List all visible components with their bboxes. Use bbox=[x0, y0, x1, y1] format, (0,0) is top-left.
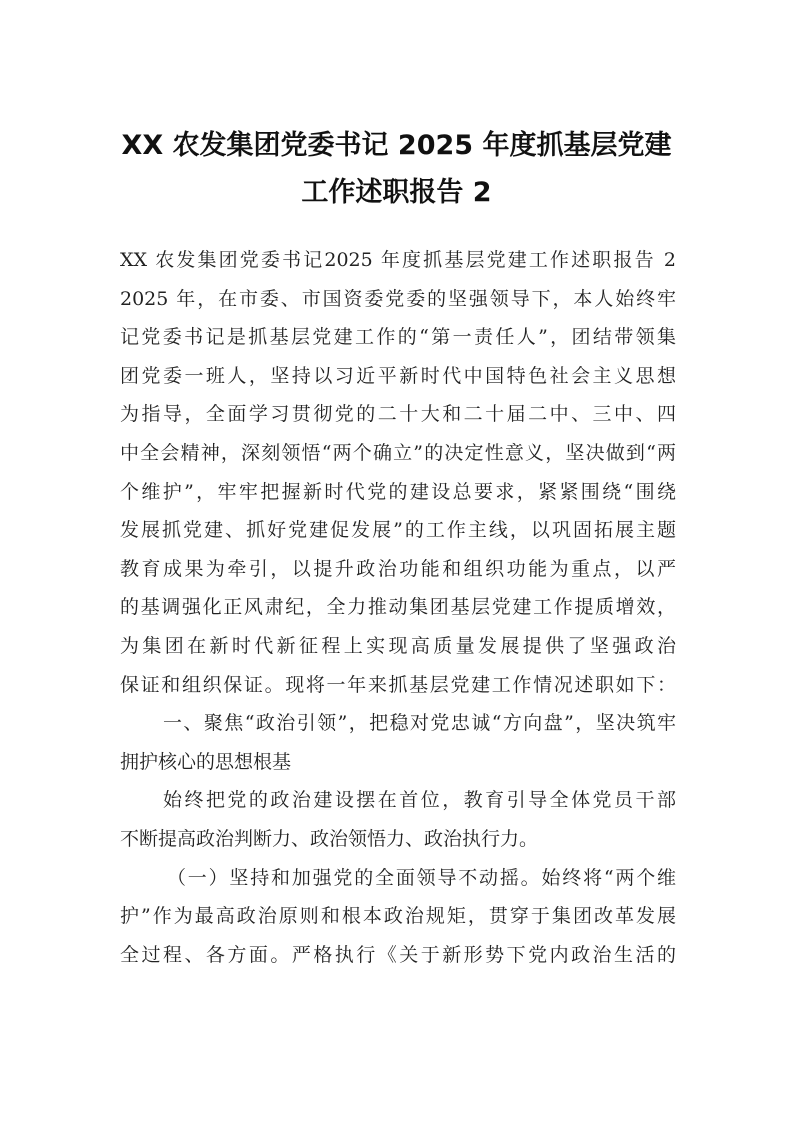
body-line: 保证和组织保证。现将一年来抓基层党建工作情况述职如下： bbox=[120, 673, 676, 696]
body-line: 为指导，全面学习贯彻党的二十大和二十届二中、三中、四 bbox=[120, 403, 676, 426]
body-line: 中全会精神，深刻领悟“两个确立”的决定性意义，坚决做到“两 bbox=[120, 441, 676, 464]
body-line: 护”作为最高政治原则和根本政治规矩，贯穿于集团改革发展 bbox=[120, 905, 676, 928]
body-line: 个维护”，牢牢把握新时代党的建设总要求，紧紧围绕“围绕 bbox=[120, 480, 676, 503]
body-line: 2025 年，在市委、市国资委党委的坚强领导下，本人始终牢 bbox=[120, 287, 676, 310]
body-line: 教育成果为牵引，以提升政治功能和组织功能为重点，以严 bbox=[120, 557, 676, 580]
document-title-line-2: 工作述职报告 2 bbox=[301, 177, 492, 208]
section-heading-line: 拥护核心的思想根基 bbox=[120, 750, 292, 773]
body-line: 发展抓党建、抓好党建促发展”的工作主线，以巩固拓展主题 bbox=[120, 519, 676, 542]
section-heading-line: 一、聚焦“政治引领”，把稳对党忠诚“方向盘”，坚决筑牢 bbox=[163, 712, 676, 735]
body-line: 为集团在新时代新征程上实现高质量发展提供了坚强政治 bbox=[120, 634, 676, 657]
document-title-line-1: XX 农发集团党委书记 2025 年度抓基层党建 bbox=[121, 130, 672, 161]
body-line: 记党委书记是抓基层党建工作的“第一责任人”，团结带领集 bbox=[120, 326, 676, 349]
body-line: （一）坚持和加强党的全面领导不动摇。始终将“两个维 bbox=[167, 866, 676, 889]
body-line: XX 农发集团党委书记2025 年度抓基层党建工作述职报告 2 bbox=[120, 249, 676, 271]
body-line: 的基调强化正风肃纪，全力推动集团基层党建工作提质增效， bbox=[120, 596, 676, 619]
body-line: 不断提高政治判断力、政治领悟力、政治执行力。 bbox=[120, 827, 539, 850]
body-line: 团党委一班人，坚持以习近平新时代中国特色社会主义思想 bbox=[120, 364, 676, 387]
body-line: 始终把党的政治建设摆在首位，教育引导全体党员干部 bbox=[163, 789, 676, 812]
body-line: 全过程、各方面。严格执行《关于新形势下党内政治生活的 bbox=[120, 943, 676, 966]
document-body bbox=[120, 241, 676, 974]
